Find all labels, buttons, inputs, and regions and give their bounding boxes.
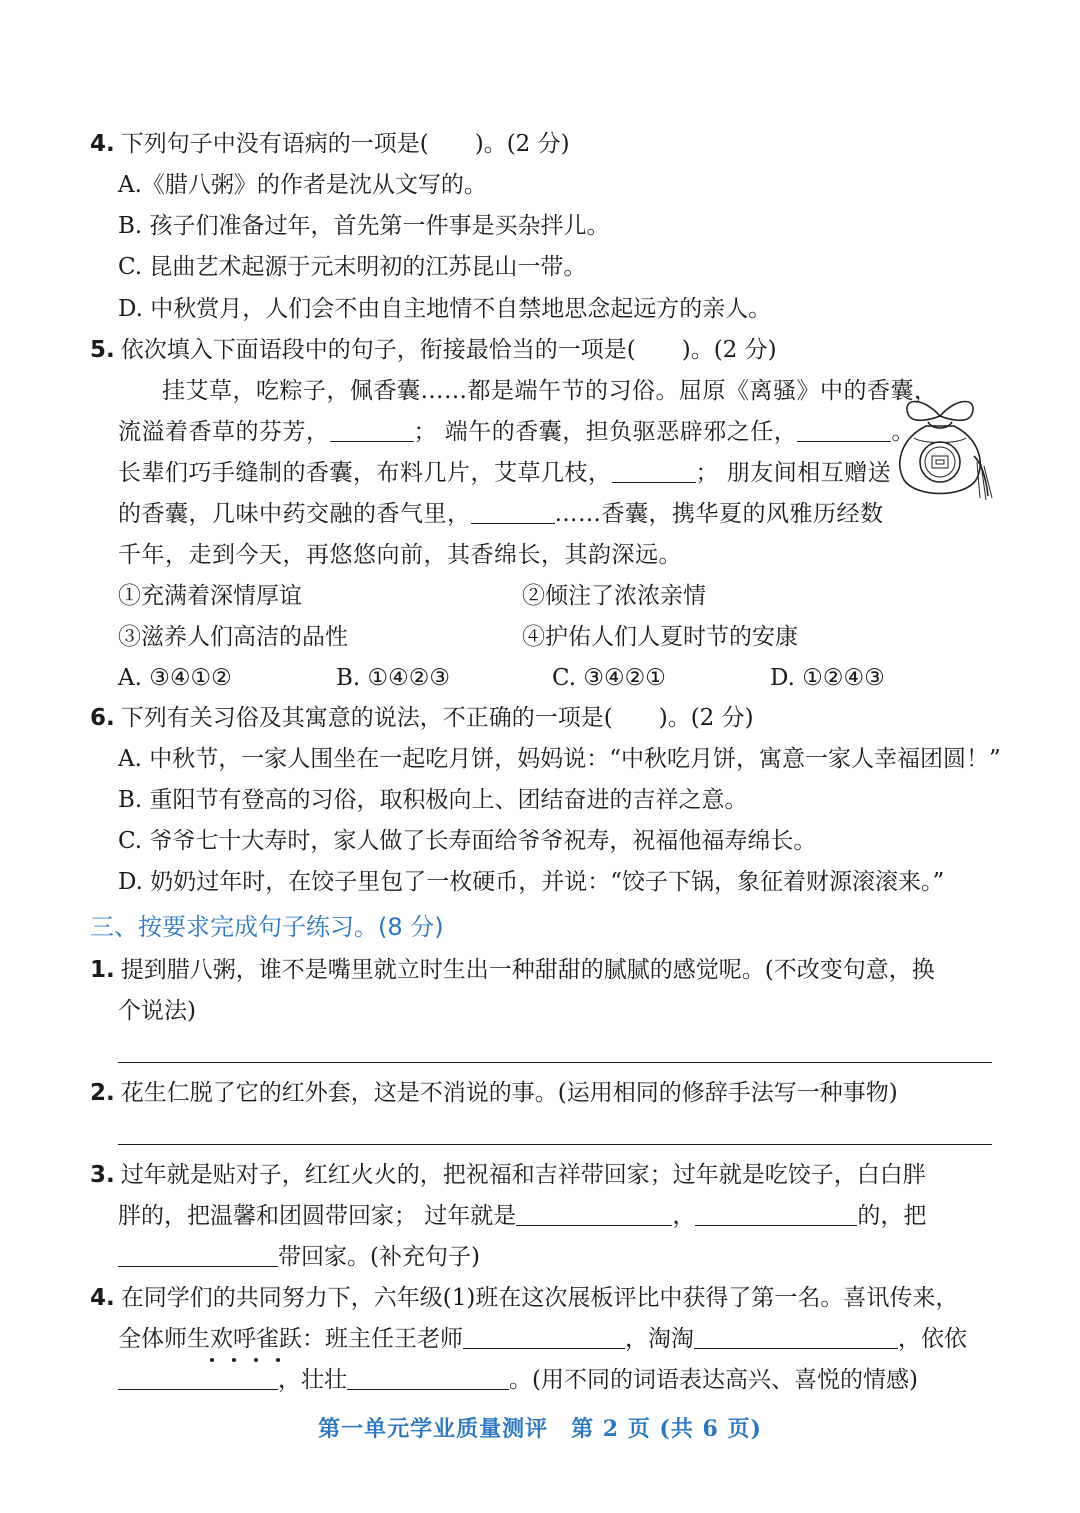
q5-option-d[interactable]: D. ①②④③ [770,665,885,691]
q5-stem: 5. 依次填入下面语段中的句子，衔接最恰当的一项是( )。(2 分) [90,337,777,363]
s2-line-1: 2. 花生仁脱了它的红外套，这是不消说的事。(运用相同的修辞手法写一种事物) [90,1080,898,1106]
s3-blank-3[interactable] [118,1244,278,1267]
q5-passage-line-4: 的香囊，几味中药交融的香气里， ……香囊，携华夏的风雅历经数 [118,501,884,527]
s1-line-1: 1. 提到腊八粥，谁不是嘴里就立时生出一种甜甜的腻腻的感觉呢。(不改变句意，换 [90,957,935,983]
q5-option-a[interactable]: A. ③④①② [118,665,232,691]
s4-blank-3[interactable] [118,1367,278,1390]
emphasis-dot [210,1358,214,1362]
q5-blank-4[interactable] [471,501,555,524]
sachet-illustration [882,386,998,506]
emphasis-dot [276,1358,280,1362]
emphasis-dot [232,1358,236,1362]
q6-stem: 6. 下列有关习俗及其寓意的说法，不正确的一项是( )。(2 分) [90,705,754,731]
q5-blank-1[interactable] [330,419,414,442]
s3-line-2: 胖的，把温馨和团圆带回家； 过年就是 ， 的，把 [118,1203,927,1229]
q5-passage-line-1: 挂艾草，吃粽子，佩香囊……都是端午节的习俗。屈原《离骚》中的香囊， [162,378,938,404]
q5-passage-line-5: 千年，走到今天，再悠悠向前，其香绵长，其韵深远。 [118,542,682,568]
q5-option-b[interactable]: B. ①④②③ [336,665,451,691]
s4-blank-1[interactable] [463,1326,625,1349]
s3-line-1: 3. 过年就是贴对子，红红火火的，把祝福和吉祥带回家；过年就是吃饺子，白白胖 [90,1162,926,1188]
q5-blank-2[interactable] [797,419,891,442]
q5-sentence-1: ①充满着深情厚谊 [118,583,302,609]
s4-blank-2[interactable] [694,1326,898,1349]
q5-sentence-3: ③滋养人们高洁的品性 [118,624,348,650]
s3-line-3: 带回家。(补充句子) [118,1242,480,1272]
s3-blank-1[interactable] [516,1203,672,1226]
q5-blank-3[interactable] [612,460,696,483]
q5-passage-line-2: 流溢着香草的芬芳， ； 端午的香囊，担负驱恶辟邪之任， 。 [118,419,915,445]
q6-option-a: A. 中秋节，一家人围坐在一起吃月饼，妈妈说：“中秋吃月饼，寓意一家人幸福团圆！” [118,746,1001,772]
q4-option-a: A.《腊八粥》的作者是沈从文写的。 [118,172,487,198]
q5-option-c[interactable]: C. ③④②① [552,665,666,691]
s1-answer-line[interactable] [118,1062,992,1063]
q4-stem: 4. 下列句子中没有语病的一项是( )。(2 分) [90,131,570,157]
s4-blank-4[interactable] [347,1367,509,1390]
q6-option-d: D. 奶奶过年时，在饺子里包了一枚硬币，并说：“饺子下锅，象征着财源滚滚来。” [118,869,945,895]
q4-option-b: B. 孩子们准备过年，首先第一件事是买杂拌儿。 [118,213,610,239]
s3-blank-2[interactable] [695,1203,857,1226]
s4-line-2: 全体师生欢呼雀跃：班主任王老师 ，淘淘 ，依依 [118,1326,967,1352]
emphasis-dot [254,1358,258,1362]
q5-sentence-4: ④护佑人们人夏时节的安康 [522,624,798,650]
s1-line-2: 个说法) [118,998,196,1024]
q6-option-c: C. 爷爷七十大寿时，家人做了长寿面给爷爷祝寿，祝福他福寿绵长。 [118,828,817,854]
q5-sentence-2: ②倾注了浓浓亲情 [522,583,706,609]
s2-answer-line[interactable] [118,1144,992,1145]
q6-option-b: B. 重阳节有登高的习俗，取积极向上、团结奋进的吉祥之意。 [118,787,748,813]
page-footer: 第一单元学业质量测评 第 2 页 (共 6 页) [318,1416,762,1442]
q5-passage-line-3: 长辈们巧手缝制的香囊，布料几片，艾草几枝， ； 朋友间相互赠送 [118,460,892,486]
s4-line-3: ，壮壮 。(用不同的词语表达高兴、喜悦的情感) [118,1365,918,1395]
q4-option-c: C. 昆曲艺术起源于元末明初的江苏昆山一带。 [118,254,587,280]
section-3-title: 三、按要求完成句子练习。(8 分) [90,913,444,941]
q4-option-d: D. 中秋赏月，人们会不由自主地情不自禁地思念起远方的亲人。 [118,296,772,322]
s4-line-1: 4. 在同学们的共同努力下，六年级(1)班在这次展板评比中获得了第一名。喜讯传来， [90,1285,959,1311]
